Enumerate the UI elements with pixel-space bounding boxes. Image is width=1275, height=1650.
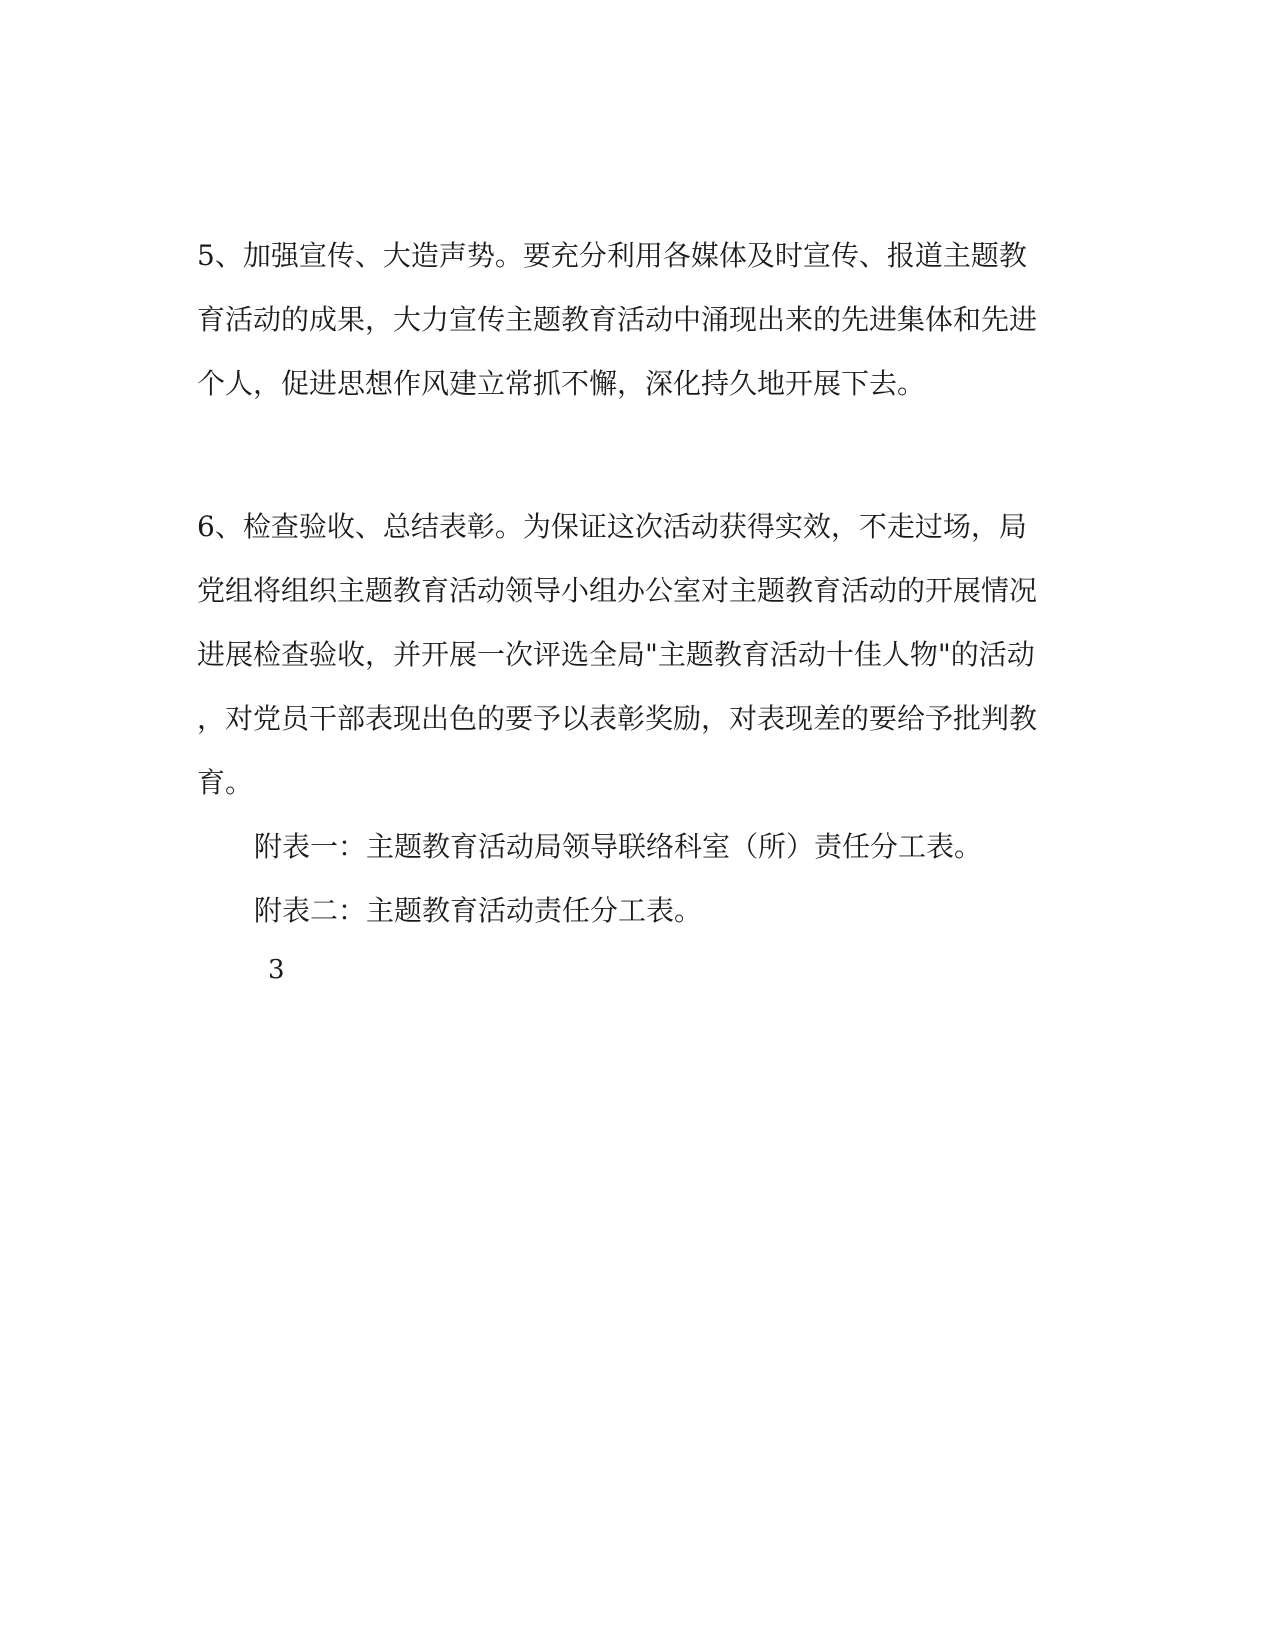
page-number: 3 — [268, 955, 285, 985]
attachment-item: 附表一：主题教育活动局领导联络科室（所）责任分工表。 — [254, 830, 983, 863]
paragraph-line: 党组将组织主题教育活动领导小组办公室对主题教育活动的开展情况 — [197, 574, 1038, 607]
paragraph-line: 6、检查验收、总结表彰。为保证这次活动获得实效，不走过场，局 — [197, 510, 1027, 543]
paragraph-line: ，对党员干部表现出色的要予以表彰奖励，对表现差的要给予批判教 — [197, 702, 1038, 735]
paragraph-line: 育。 — [197, 766, 254, 799]
paragraph-line: 5、加强宣传、大造声势。要充分利用各媒体及时宣传、报道主题教 — [197, 239, 1027, 272]
paragraph-line: 进展检查验收，并开展一次评选全局"主题教育活动十佳人物"的活动 — [197, 638, 1035, 671]
paragraph-line: 个人，促进思想作风建立常抓不懈，深化持久地开展下去。 — [197, 367, 926, 400]
attachment-item: 附表二：主题教育活动责任分工表。 — [254, 894, 703, 927]
paragraph-line: 育活动的成果，大力宣传主题教育活动中涌现出来的先进集体和先进 — [197, 303, 1038, 336]
